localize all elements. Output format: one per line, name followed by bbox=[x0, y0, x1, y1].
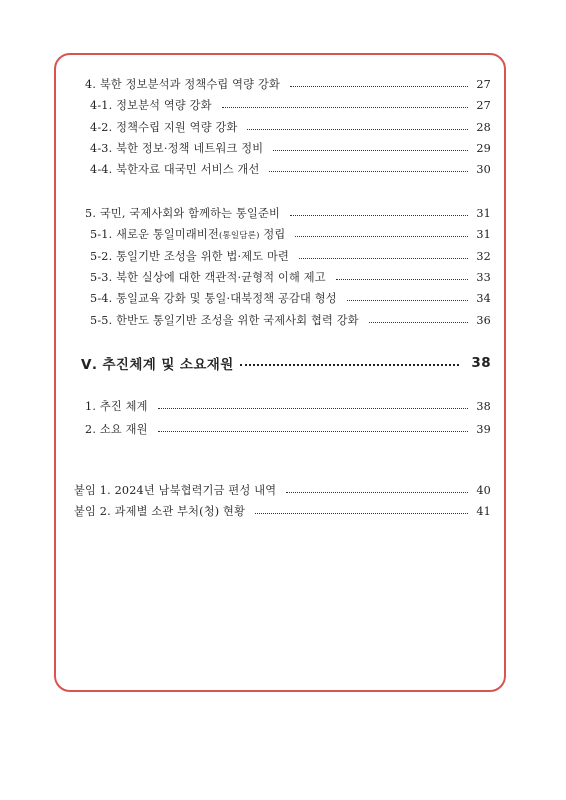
dot-leader bbox=[290, 215, 468, 216]
dot-leader bbox=[295, 236, 468, 237]
toc-appendix-2[interactable] bbox=[74, 503, 491, 519]
toc-entry-5-2[interactable] bbox=[90, 248, 491, 264]
dot-leader bbox=[336, 279, 469, 280]
toc-entry-label: 붙임 1. 2024년 남북협력기금 편성 내역 bbox=[74, 484, 277, 497]
toc-entry-label: 5-5. 한반도 통일기반 조성을 위한 국제사회 협력 강화 bbox=[90, 314, 359, 327]
toc-entry-v-2[interactable] bbox=[85, 421, 491, 437]
toc-entry-label: 5-2. 통일기반 조성을 위한 법·제도 마련 bbox=[90, 250, 290, 263]
toc-page-number: 27 bbox=[476, 77, 491, 91]
toc-entry-4-3[interactable] bbox=[90, 140, 491, 156]
toc-entry-4-1[interactable] bbox=[90, 97, 491, 113]
toc-entry-4-4[interactable] bbox=[90, 161, 491, 177]
toc-page-number: 30 bbox=[476, 162, 491, 176]
toc-entry-v-1[interactable] bbox=[85, 398, 491, 414]
toc-page-number: 33 bbox=[476, 270, 491, 284]
dot-leader bbox=[222, 107, 469, 108]
dot-leader bbox=[290, 86, 468, 87]
toc-entry-label: 5. 국민, 국제사회와 함께하는 통일준비 bbox=[85, 207, 280, 220]
dot-leader bbox=[247, 129, 468, 130]
dot-leader bbox=[369, 322, 469, 323]
toc-entry-label bbox=[90, 226, 285, 242]
toc-entry-label: 5-4. 통일교육 강화 및 통일·대북정책 공감대 형성 bbox=[90, 292, 337, 305]
toc-page-number: 27 bbox=[476, 98, 491, 112]
dot-leader bbox=[269, 171, 468, 172]
toc-page-number: 36 bbox=[476, 313, 491, 327]
toc-entry-section-5[interactable] bbox=[85, 205, 491, 221]
toc-entry-label-note: (통일담론) bbox=[218, 231, 260, 241]
toc-page-number: 32 bbox=[476, 249, 491, 263]
toc-entry-label: 4-1. 정보분석 역량 강화 bbox=[90, 99, 212, 112]
toc-entry-4-2[interactable] bbox=[90, 119, 491, 135]
toc-entry-label: 5-3. 북한 실상에 대한 객관적·균형적 이해 제고 bbox=[90, 271, 326, 284]
toc-page-number: 40 bbox=[476, 483, 491, 497]
toc-appendix-1[interactable] bbox=[74, 482, 491, 498]
toc-chapter-5[interactable] bbox=[81, 353, 491, 373]
toc-entry-label: 1. 추진 체계 bbox=[85, 400, 148, 413]
toc-entry-label: 붙임 2. 과제별 소관 부처(청) 현황 bbox=[74, 505, 246, 518]
toc-entry-label-main: 5-1. 새로운 통일미래비전 bbox=[90, 228, 219, 241]
dot-leader bbox=[347, 300, 469, 301]
toc-entry-label: 4-3. 북한 정보·정책 네트워크 정비 bbox=[90, 142, 264, 155]
toc-entry-label-tail: 정립 bbox=[259, 228, 286, 241]
dot-leader bbox=[273, 150, 468, 151]
dot-leader bbox=[299, 258, 468, 259]
dot-leader bbox=[158, 408, 469, 409]
toc-page-number: 31 bbox=[476, 206, 491, 220]
toc-entry-5-3[interactable] bbox=[90, 269, 491, 285]
toc-entry-label: 4. 북한 정보분석과 정책수립 역량 강화 bbox=[85, 78, 280, 91]
toc-page-number: 34 bbox=[476, 291, 491, 305]
toc-page-number: 38 bbox=[476, 399, 491, 413]
toc-page-number: 28 bbox=[476, 120, 491, 134]
dot-leader bbox=[158, 431, 469, 432]
toc-page-number: 29 bbox=[476, 141, 491, 155]
dot-leader bbox=[240, 364, 460, 366]
dot-leader bbox=[286, 492, 468, 493]
toc-entry-5-5[interactable] bbox=[90, 312, 491, 328]
toc-entry-label: 2. 소요 재원 bbox=[85, 423, 148, 436]
toc-entry-5-1[interactable] bbox=[90, 226, 491, 242]
toc-page-number: 31 bbox=[476, 227, 491, 241]
chapter-title: Ⅴ. 추진체계 및 소요재원 bbox=[81, 357, 234, 373]
toc-page-number: 38 bbox=[471, 355, 491, 371]
toc-page-number: 39 bbox=[476, 422, 491, 436]
toc-entry-5-4[interactable] bbox=[90, 290, 491, 306]
toc-entry-label: 4-2. 정책수립 지원 역량 강화 bbox=[90, 121, 238, 134]
toc-entry-section-4[interactable] bbox=[85, 76, 491, 92]
toc-entry-label: 4-4. 북한자료 대국민 서비스 개선 bbox=[90, 163, 260, 176]
toc-page-number: 41 bbox=[476, 504, 491, 518]
dot-leader bbox=[255, 513, 468, 514]
